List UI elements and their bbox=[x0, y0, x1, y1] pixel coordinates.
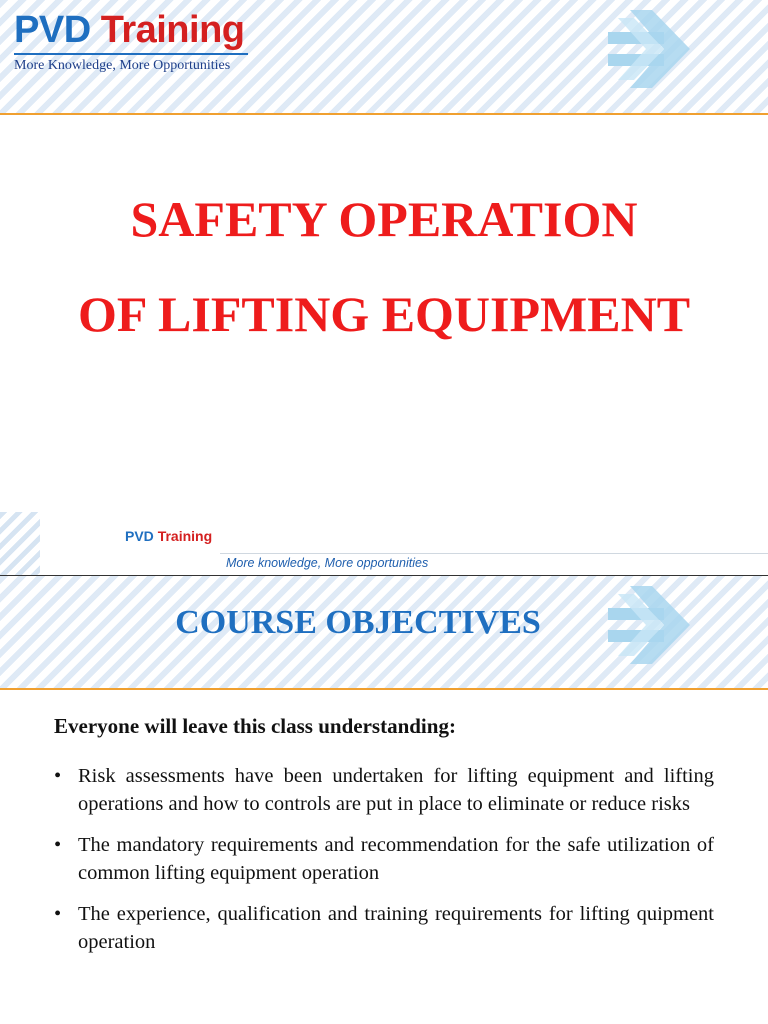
bullet-icon: • bbox=[54, 765, 62, 787]
brand-tagline: More Knowledge, More Opportunities bbox=[14, 58, 231, 73]
header-divider bbox=[0, 688, 768, 690]
objectives-slide bbox=[0, 576, 768, 1024]
footer-stripes bbox=[0, 512, 40, 575]
list-item: • The mandatory requirements and recommendation for the safe utilization of common lifting equipment operation bbox=[54, 831, 714, 887]
list-item: • Risk assessments have been undertaken for lifting equipment and lifting operations and how to controls are put in place to eliminate or reduce risks bbox=[54, 762, 714, 818]
footer-tagline: More knowledge, More opportunities bbox=[226, 556, 429, 570]
bullet-icon: • bbox=[54, 903, 62, 925]
header-divider bbox=[0, 113, 768, 115]
list-item: • The experience, qualification and training requirements for lifting quipment operation bbox=[54, 900, 714, 956]
double-chevron-arrow-icon bbox=[604, 10, 694, 96]
footer-rule bbox=[220, 553, 768, 554]
footer-brand-name: PVD Training bbox=[125, 528, 213, 544]
slide-title-line-2: OF LIFTING EQUIPMENT bbox=[77, 286, 691, 342]
intro-text: Everyone will leave this class understanding: bbox=[54, 714, 456, 738]
bullet-icon: • bbox=[54, 834, 62, 856]
brand-name: PVD Training bbox=[14, 9, 245, 51]
objectives-list bbox=[54, 762, 714, 969]
brand-logo bbox=[14, 8, 248, 74]
section-title: COURSE OBJECTIVES bbox=[175, 604, 541, 641]
logo-underline bbox=[14, 53, 248, 55]
slide-title-line-1: SAFETY OPERATION bbox=[130, 191, 638, 247]
